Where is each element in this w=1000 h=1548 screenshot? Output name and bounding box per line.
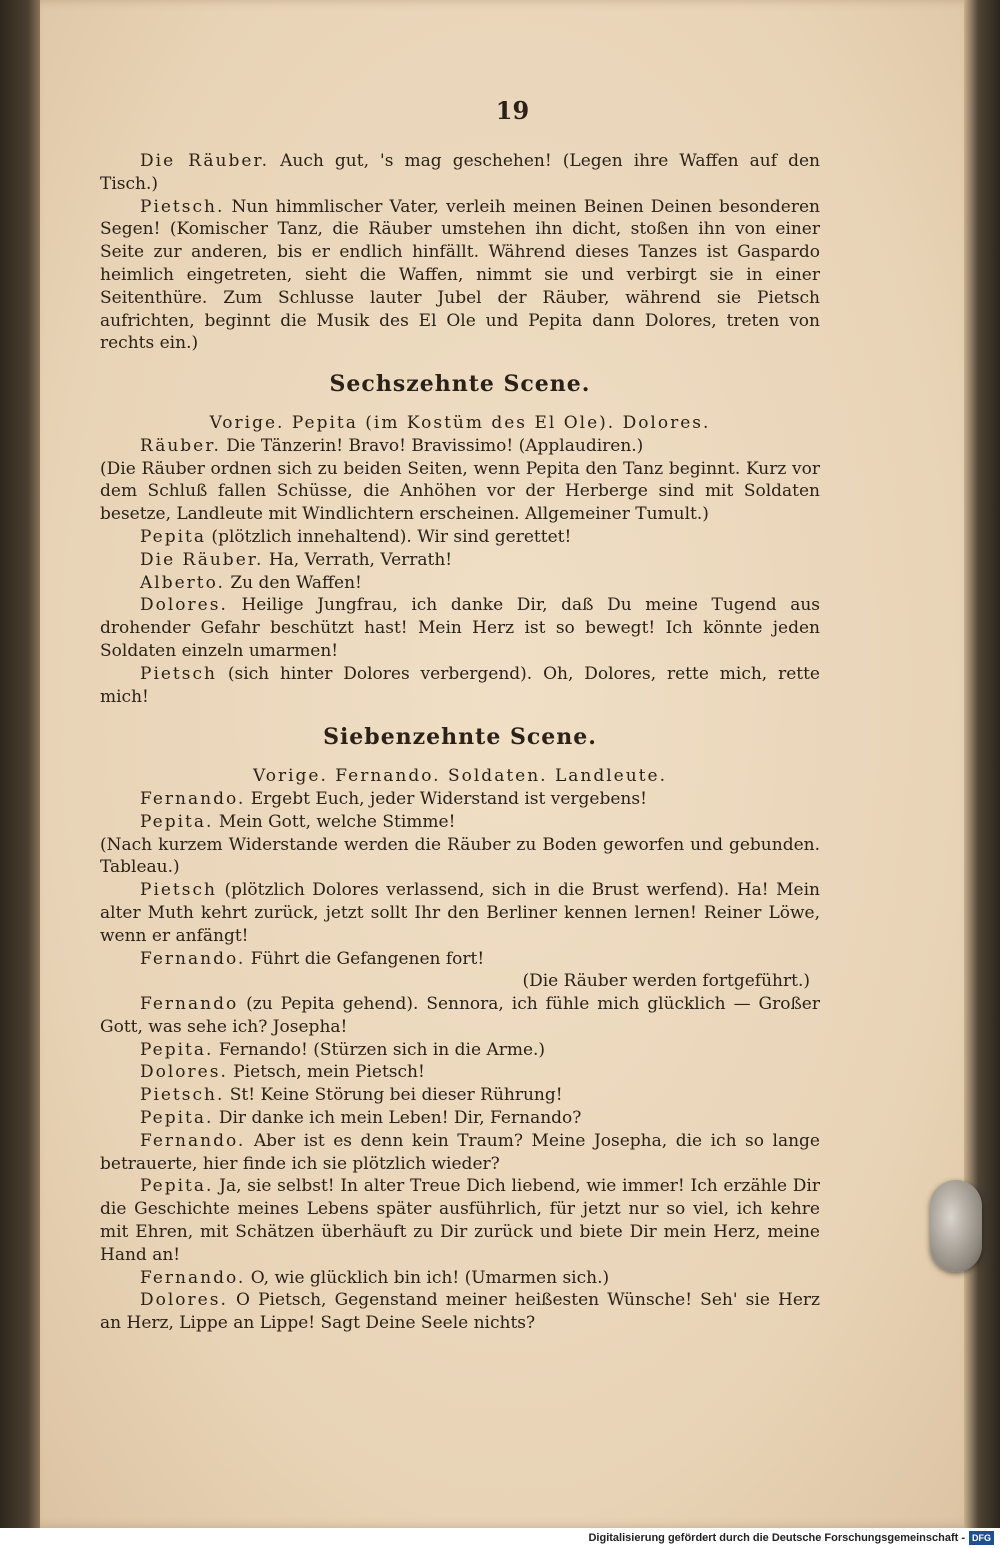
line-text: St! Keine Störung bei dieser Rührung! bbox=[224, 1085, 563, 1106]
line-text: (plötzlich Dolores verlassend, sich in die Brust werfend). Ha! Mein alter Muth kehrt zurück, jetzt sollt Ihr den Berliner kennen lernen! Reiner Löwe, wenn er anfängt! bbox=[100, 880, 820, 946]
scene-cast: Vorige. Pepita (im Kostüm des El Ole). Dolores. bbox=[209, 412, 711, 433]
line-text: Führt die Gefangenen fort! bbox=[245, 948, 485, 969]
dialogue-line bbox=[100, 788, 820, 811]
dialogue-line bbox=[100, 1175, 820, 1266]
dialogue-line bbox=[100, 879, 820, 947]
paper-clip bbox=[930, 1180, 982, 1272]
line-text: Auch gut, 's mag geschehen! (Legen ihre Waffen auf den Tisch.) bbox=[100, 151, 820, 194]
line-text: Ha, Verrath, Verrath! bbox=[263, 549, 453, 570]
speaker: Pepita bbox=[140, 526, 207, 547]
dialogue-line bbox=[100, 572, 820, 595]
line-text: (zu Pepita gehend). Sennora, ich fühle mich glücklich — Großer Gott, was sehe ich? Josepha! bbox=[100, 994, 820, 1037]
line-text: (plötzlich innehaltend). Wir sind gerettet! bbox=[206, 526, 572, 547]
dialogue-line bbox=[100, 594, 820, 662]
dialogue-line bbox=[100, 196, 820, 356]
scene-heading: Siebenzehnte Scene. bbox=[323, 724, 597, 751]
line-text: Heilige Jungfrau, ich danke Dir, daß Du meine Tugend aus drohender Gefahr beschützt hast! Mein Herz ist so bewegt! Ich könnte jeden Soldaten einzeln umarmen! bbox=[100, 595, 820, 661]
speaker: Die Räuber. bbox=[140, 549, 264, 570]
dialogue-line bbox=[100, 811, 820, 834]
book-spine bbox=[0, 0, 40, 1528]
line-text: Aber ist es denn kein Traum? Meine Josepha, die ich so lange betrauerte, hier finde ich sie plötzlich wieder? bbox=[100, 1130, 820, 1174]
dialogue-line bbox=[100, 435, 820, 458]
speaker: Pietsch bbox=[140, 663, 217, 684]
dialogue-line bbox=[100, 948, 820, 971]
speaker: Alberto. bbox=[140, 572, 225, 593]
line-text: Mein Gott, welche Stimme! bbox=[213, 811, 456, 832]
speaker: Pietsch bbox=[140, 880, 217, 901]
speaker: Pepita. bbox=[140, 1108, 214, 1129]
line-text: Dir danke ich mein Leben! Dir, Fernando? bbox=[213, 1108, 582, 1129]
dialogue-line bbox=[100, 526, 820, 549]
page-edge bbox=[964, 0, 1000, 1528]
line-text: Fernando! (Stürzen sich in die Arme.) bbox=[213, 1039, 546, 1060]
dfg-logo: DFG bbox=[969, 1531, 994, 1545]
stage-direction bbox=[100, 970, 820, 993]
dialogue-line bbox=[100, 1084, 820, 1107]
line-text: Nun himmlischer Vater, verleih meinen Beinen Deinen besonderen Segen! (Komischer Tanz, die Räuber umstehen ihn dicht, stoßen ihn von einer Seite zur anderen, bis er endlich hinfällt. Während dieses Tanzes ist Gaspardo heimlich eingetreten, sieht die Waffen, nimmt sie und verbirgt sie in einer Seitenthüre. Zum Schlusse lauter Jubel der Räuber, während sie Pietsch aufrichten, beginnt die Musik des El Ole und Pepita dann Dolores, treten von rechts ein.) bbox=[100, 196, 820, 354]
speaker: Dolores. bbox=[140, 1062, 228, 1083]
line-text: O, wie glücklich bin ich! (Umarmen sich.) bbox=[245, 1267, 610, 1288]
speaker: Fernando. bbox=[140, 948, 246, 969]
speaker: Pepita. bbox=[140, 1176, 214, 1197]
line-text: (Die Räuber ordnen sich zu beiden Seiten, wenn Pepita den Tanz beginnt. Kurz vor dem Schluß fallen Schüsse, die Anhöhen vor der Herberge sind mit Soldaten besetze, Landleute mit Windlichtern erscheinen. Allgemeiner Tumult.) bbox=[100, 458, 820, 525]
dialogue-line bbox=[100, 1061, 820, 1084]
stage-direction bbox=[100, 458, 820, 526]
dialogue-line bbox=[100, 150, 820, 196]
stage-direction bbox=[100, 834, 820, 880]
speaker: Die Räuber. bbox=[140, 151, 270, 171]
speaker: Fernando bbox=[140, 994, 239, 1015]
scene-heading: Sechszehnte Scene. bbox=[329, 371, 591, 398]
footer-credit: Digitalisierung gefördert durch die Deutsche Forschungsgemeinschaft - bbox=[588, 1532, 965, 1544]
line-text: (Nach kurzem Widerstande werden die Räuber zu Boden geworfen und gebunden. Tableau.) bbox=[100, 834, 820, 878]
dialogue-line bbox=[100, 549, 820, 572]
speaker: Dolores. bbox=[140, 595, 228, 616]
dialogue-line bbox=[100, 1039, 820, 1062]
line-text: Zu den Waffen! bbox=[224, 572, 362, 593]
speaker: Fernando. bbox=[140, 1130, 246, 1151]
speaker: Fernando. bbox=[140, 1267, 246, 1288]
speaker: Räuber. bbox=[140, 435, 221, 456]
dialogue-line bbox=[100, 993, 820, 1039]
speaker: Pepita. bbox=[140, 1039, 214, 1060]
dialogue-line bbox=[100, 1107, 820, 1130]
line-text: Ergebt Euch, jeder Widerstand ist vergebens! bbox=[245, 788, 647, 809]
page-content bbox=[100, 96, 820, 1335]
speaker: Pietsch. bbox=[140, 196, 225, 217]
line-text: Die Tänzerin! Bravo! Bravissimo! (Applaudiren.) bbox=[220, 435, 644, 456]
dialogue-line bbox=[100, 1267, 820, 1290]
line-text: Ja, sie selbst! In alter Treue Dich liebend, wie immer! Ich erzähle Dir die Geschichte meines Lebens später ausführlich, für jetzt nur so viel, ich kehre mit Ehren, mit Schätzen überhäuft zu Dir zurück und biete Dir mein Herz, meine Hand an! bbox=[100, 1176, 820, 1265]
line-text: (Die Räuber werden fortgeführt.) bbox=[522, 971, 810, 992]
scene-cast: Vorige. Fernando. Soldaten. Landleute. bbox=[253, 766, 667, 787]
dialogue-line bbox=[100, 663, 820, 709]
dialogue-line bbox=[100, 1130, 820, 1176]
dialogue-line bbox=[100, 1289, 820, 1335]
speaker: Pepita. bbox=[140, 811, 214, 832]
page-number: 19 bbox=[495, 96, 530, 125]
digitization-footer bbox=[0, 1528, 1000, 1548]
line-text: (sich hinter Dolores verbergend). Oh, Dolores, rette mich, rette mich! bbox=[100, 663, 820, 707]
speaker: Pietsch. bbox=[140, 1085, 225, 1106]
speaker: Dolores. bbox=[140, 1290, 228, 1311]
line-text: O Pietsch, Gegenstand meiner heißesten Wünsche! Seh' sie Herz an Herz, Lippe an Lippe! Sagt Deine Seele nichts? bbox=[100, 1290, 820, 1334]
speaker: Fernando. bbox=[140, 788, 246, 809]
line-text: Pietsch, mein Pietsch! bbox=[227, 1062, 425, 1083]
